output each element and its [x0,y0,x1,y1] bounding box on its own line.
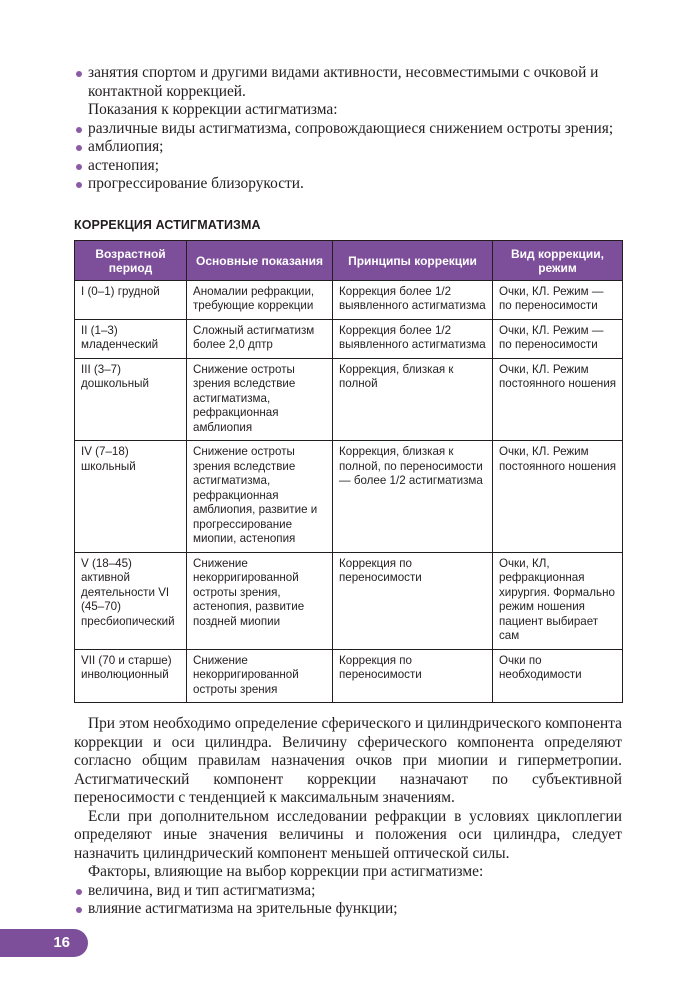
list-item: занятия спортом и другими видами активности, несовместимыми с очковой и контактной коррекцией. [74,64,622,101]
list-item: влияние астигматизма на зрительные функции; [74,900,622,919]
indications-heading: Показания к коррекции астигматизма: [88,101,338,118]
table-row [75,280,623,319]
table-row [75,319,623,358]
list-item: астенопия; [74,157,622,176]
column-header-type: Вид коррекции, режим [493,240,623,280]
bullet-dot-icon [76,907,82,913]
paragraph: Если при дополнительном исследовании рефракции в условиях циклоплегии определяют иные значения величины и положения оси цилиндра, следует назначить цилиндрический компонент меньшей оптической силы. [74,807,622,862]
table-cell: Сложный астигматизм более 2,0 дптр [187,319,333,358]
bullet-dot-icon [76,145,82,151]
table-cell: Коррекция по переносимости [333,649,493,703]
bullet-dot-icon [76,127,82,133]
list-item: величина, вид и тип астигматизма; [74,882,622,901]
table-cell: Коррекция, близкая к полной [333,358,493,441]
indications-list [74,120,622,194]
table-row [75,552,623,649]
table-cell: Очки по необходимости [493,649,623,703]
table-cell: Аномалии рефракции, требующие коррекции [187,280,333,319]
table-cell: Очки, КЛ, рефракционная хирургия. Формально режим ношения пациент выбирает сам [493,552,623,649]
table-title: КОРРЕКЦИЯ АСТИГМАТИЗМА [74,217,261,232]
table-cell: I (0–1) грудной [75,280,187,319]
table-cell: II (1–3) младенческий [75,319,187,358]
table-cell: Снижение некорригированной остроты зрения [187,649,333,703]
paragraph: При этом необходимо определение сферического и цилиндрического компонента коррекции и оси цилиндра. Величину сферического компонента определяют согласно общим правилам назначения очков при миопии и гиперметропии. Астигматический компонент коррекции назначают по субъективной переносимости с тенденцией к максимальным значениям. [74,715,622,806]
table-header-row [75,240,623,280]
table-cell: Очки, КЛ. Режим постоянного ношения [493,441,623,553]
list-item: прогрессирование близорукости. [74,175,622,194]
table-row [75,441,623,553]
list-item: амблиопия; [74,138,622,157]
table-cell: Коррекция более 1/2 выявленного астигматизма [333,319,493,358]
bullet-dot-icon [76,71,82,77]
bullet-dot-icon [76,182,82,188]
column-header-indications: Основные показания [187,240,333,280]
bullet-dot-icon [76,164,82,170]
page-number-badge: 16 [0,929,88,957]
table-cell: VII (70 и старше) инволюционный [75,649,187,703]
body-text [74,715,622,919]
table-cell: Снижение остроты зрения вследствие астигматизма, рефракционная амблиопия, развитие и прогрессирование миопии, астенопия [187,441,333,553]
table-cell: Коррекция более 1/2 выявленного астигматизма [333,280,493,319]
intro-bullets [74,64,622,101]
list-item: различные виды астигматизма, сопровождающиеся снижением остроты зрения; [74,120,622,139]
table-cell: Снижение некорригированной остроты зрения, астенопия, развитие поздней миопии [187,552,333,649]
table-cell: Снижение остроты зрения вследствие астигматизма, рефракционная амблиопия [187,358,333,441]
table-cell: Очки, КЛ. Режим — по переносимости [493,280,623,319]
bullet-dot-icon [76,889,82,895]
factors-list [74,882,622,919]
page-content [74,64,622,919]
astigmatism-correction-table [74,240,623,704]
table-cell: III (3–7) дошкольный [75,358,187,441]
table-cell: Очки, КЛ. Режим постоянного ношения [493,358,623,441]
table-row [75,358,623,441]
table-cell: V (18–45) активной деятельности VI (45–70) пресбиопический [75,552,187,649]
column-header-age: Возрастной период [75,240,187,280]
table-cell: Очки, КЛ. Режим — по переносимости [493,319,623,358]
table-cell: Коррекция по переносимости [333,552,493,649]
column-header-principles: Принципы коррекции [333,240,493,280]
table-cell: IV (7–18) школьный [75,441,187,553]
table-row [75,649,623,703]
paragraph: Факторы, влияющие на выбор коррекции при астигматизме: [88,863,484,880]
table-cell: Коррекция, близкая к полной, по переносимости — более 1/2 астигматизма [333,441,493,553]
